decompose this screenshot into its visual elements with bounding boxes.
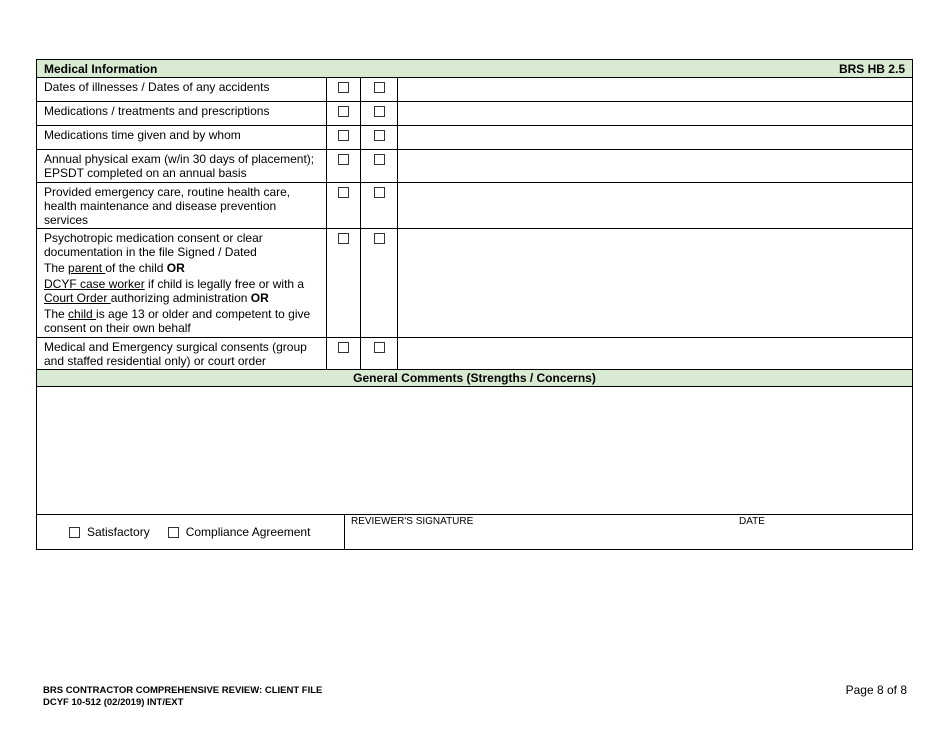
- item-description: [37, 183, 327, 228]
- item-comment-field[interactable]: [398, 102, 912, 125]
- satisfactory-option[interactable]: [69, 525, 150, 539]
- item-comment-field[interactable]: [398, 126, 912, 149]
- item-line: [44, 128, 320, 142]
- item-text-segment: The: [44, 307, 69, 321]
- item-yes-cell: [327, 229, 361, 337]
- compliance-agreement-checkbox[interactable]: [168, 527, 179, 538]
- medical-information-form: [36, 59, 913, 550]
- item-line: [44, 277, 320, 305]
- item-yes-checkbox[interactable]: [338, 187, 349, 198]
- general-comments-header: General Comments (Strengths / Concerns): [37, 370, 912, 387]
- item-row: [37, 102, 912, 126]
- item-no-checkbox[interactable]: [374, 233, 385, 244]
- item-yes-cell: [327, 338, 361, 369]
- section-title: Medical Information: [44, 61, 158, 76]
- item-text-segment: The: [44, 261, 69, 275]
- item-no-cell: [361, 78, 398, 101]
- item-text-segment: of the child: [105, 261, 167, 275]
- item-yes-checkbox[interactable]: [338, 342, 349, 353]
- item-text-segment: parent: [68, 261, 106, 275]
- rating-options: [37, 515, 345, 549]
- item-yes-checkbox[interactable]: [338, 82, 349, 93]
- compliance-agreement-option[interactable]: [168, 525, 311, 539]
- item-line: [44, 185, 320, 227]
- satisfactory-label: Satisfactory: [87, 525, 150, 539]
- item-yes-checkbox[interactable]: [338, 106, 349, 117]
- item-line: [44, 231, 320, 259]
- item-comment-field[interactable]: [398, 183, 912, 228]
- item-line: [44, 80, 320, 94]
- item-yes-cell: [327, 78, 361, 101]
- item-comment-field[interactable]: [398, 78, 912, 101]
- item-description: [37, 338, 327, 369]
- item-no-checkbox[interactable]: [374, 82, 385, 93]
- item-row: [37, 150, 912, 183]
- section-header: [37, 60, 912, 78]
- item-text-segment: Court Order: [44, 291, 111, 305]
- item-yes-checkbox[interactable]: [338, 154, 349, 165]
- item-text-segment: OR: [250, 291, 269, 305]
- item-text-segment: is age 13 or older and competent to give consent on their own behalf: [44, 307, 311, 335]
- item-text-segment: OR: [166, 261, 185, 275]
- item-row: [37, 229, 912, 338]
- item-text-segment: Dates of illnesses / Dates of any accidents: [44, 80, 270, 94]
- item-text-segment: child: [68, 307, 97, 321]
- item-text-segment: Medications time given and by whom: [44, 128, 241, 142]
- item-line: [44, 307, 320, 335]
- item-line: [44, 152, 320, 180]
- item-text-segment: Annual physical exam (w/in 30 days of placement); EPSDT completed on an annual basis: [44, 152, 315, 180]
- footer-form-info: [43, 685, 322, 709]
- item-row: [37, 338, 912, 370]
- item-no-checkbox[interactable]: [374, 130, 385, 141]
- compliance-agreement-label: Compliance Agreement: [185, 525, 311, 539]
- item-description: [37, 78, 327, 101]
- item-text-segment: DCYF case worker: [44, 277, 145, 291]
- item-no-cell: [361, 338, 398, 369]
- item-yes-cell: [327, 102, 361, 125]
- item-description: [37, 150, 327, 182]
- item-no-cell: [361, 183, 398, 228]
- item-text-segment: Provided emergency care, routine health care, health maintenance and disease prevention services: [44, 185, 291, 227]
- item-yes-cell: [327, 183, 361, 228]
- date-label: DATE: [739, 516, 765, 527]
- item-no-checkbox[interactable]: [374, 342, 385, 353]
- general-comments-field[interactable]: [37, 387, 912, 515]
- item-yes-cell: [327, 126, 361, 149]
- footer-form-number: DCYF 10-512 (02/2019) INT/EXT: [43, 697, 184, 708]
- item-no-checkbox[interactable]: [374, 154, 385, 165]
- section-code: BRS HB 2.5: [838, 61, 905, 76]
- item-no-cell: [361, 102, 398, 125]
- item-no-checkbox[interactable]: [374, 106, 385, 117]
- page-number: Page 8 of 8: [845, 683, 907, 697]
- item-rows: [37, 78, 912, 370]
- signature-row: [37, 515, 912, 549]
- item-text-segment: Medications / treatments and prescriptions: [44, 104, 270, 118]
- item-no-cell: [361, 229, 398, 337]
- item-comment-field[interactable]: [398, 229, 912, 337]
- item-row: [37, 126, 912, 150]
- item-yes-checkbox[interactable]: [338, 233, 349, 244]
- item-line: [44, 104, 320, 118]
- item-row: [37, 183, 912, 229]
- footer-title: BRS CONTRACTOR COMPREHENSIVE REVIEW: CLIENT FILE: [43, 685, 323, 696]
- item-no-cell: [361, 126, 398, 149]
- satisfactory-checkbox[interactable]: [69, 527, 80, 538]
- item-text-segment: Psychotropic medication consent or clear documentation in the file Signed / Dated: [44, 231, 263, 259]
- reviewer-signature-field[interactable]: [345, 515, 912, 549]
- reviewer-signature-label: REVIEWER'S SIGNATURE: [351, 516, 474, 527]
- item-line: [44, 340, 320, 368]
- item-text-segment: authorizing administration: [110, 291, 251, 305]
- item-yes-cell: [327, 150, 361, 182]
- item-comment-field[interactable]: [398, 150, 912, 182]
- item-line: [44, 261, 320, 275]
- item-description: [37, 229, 327, 337]
- item-description: [37, 102, 327, 125]
- item-no-cell: [361, 150, 398, 182]
- item-text-segment: Medical and Emergency surgical consents (group and staffed residential only) or court order: [44, 340, 307, 368]
- item-text-segment: if child is legally free or with a: [144, 277, 305, 291]
- item-comment-field[interactable]: [398, 338, 912, 369]
- item-row: [37, 78, 912, 102]
- item-description: [37, 126, 327, 149]
- item-no-checkbox[interactable]: [374, 187, 385, 198]
- item-yes-checkbox[interactable]: [338, 130, 349, 141]
